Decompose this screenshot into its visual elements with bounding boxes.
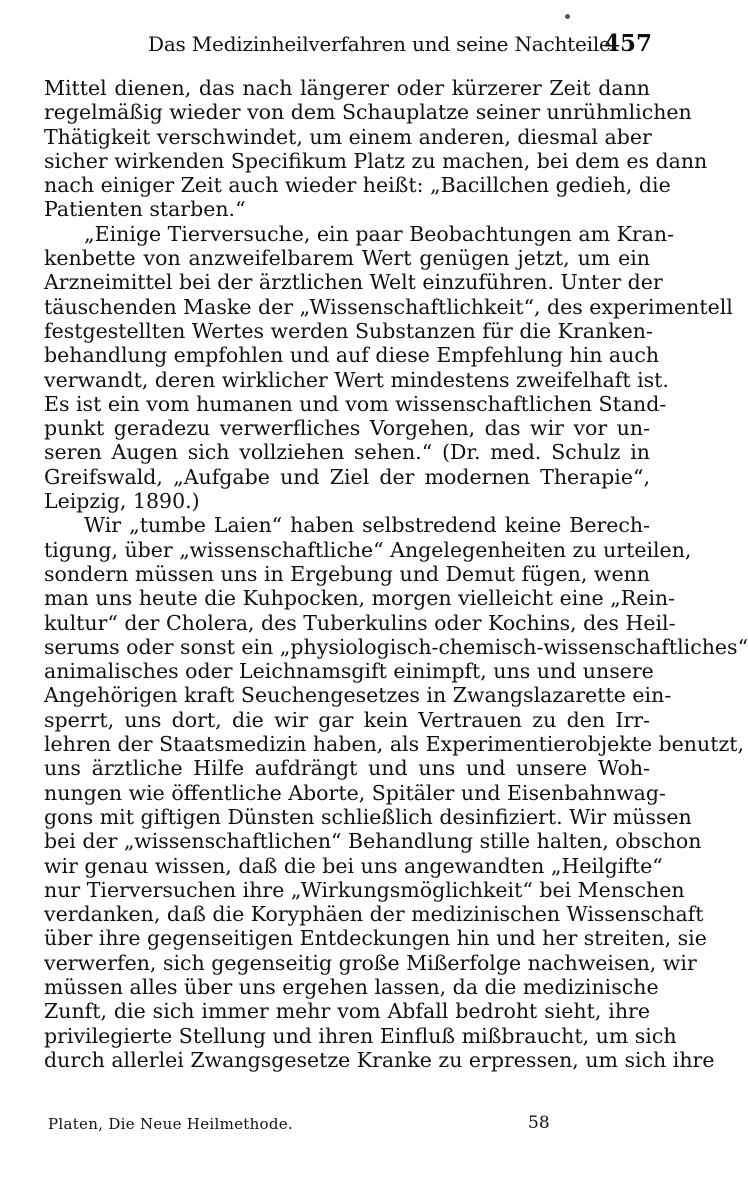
text-line: verwandt, deren wirklicher Wert mindestens zweifelhaft ist. xyxy=(44,367,669,392)
text-line: nungen wie öffentliche Aborte, Spitäler und Eisenbahnwag- xyxy=(44,780,666,805)
text-line: Mittel dienen, das nach längerer oder kürzerer Zeit dann xyxy=(44,76,650,100)
text-line: bei der „wissenschaftlichen“ Behandlung stille halten, obschon xyxy=(44,829,702,854)
text-line: regelmäßig wieder von dem Schauplatze seiner unrühmlichen xyxy=(44,100,692,125)
text-line: punkt geradezu verwerfliches Vorgehen, das wir vor un- xyxy=(44,416,650,441)
page-footer xyxy=(0,1115,713,1145)
text-line: täuschenden Maske der „Wissenschaftlichkeit“, des experimentell xyxy=(44,294,733,319)
text-line: sicher wirkenden Specifikum Platz zu machen, bei dem es dann xyxy=(44,148,708,173)
text-line: „Einige Tierversuche, ein paar Beobachtungen am Kran- xyxy=(84,221,675,246)
text-line: gons mit giftigen Dünsten schließlich desinfiziert. Wir müssen xyxy=(44,804,692,829)
footer-imprint: Platen, Die Neue Heilmethode. xyxy=(48,1115,294,1133)
text-line: kultur“ der Cholera, des Tuberkulins oder Kochins, des Heil- xyxy=(44,610,676,635)
text-line: man uns heute die Kuhpocken, morgen vielleicht eine „Rein- xyxy=(44,586,676,611)
paragraph xyxy=(44,221,733,514)
text-line: seren Augen sich vollziehen sehen.“ (Dr. med. Schulz in xyxy=(44,440,650,465)
text-line: Zunft, die sich immer mehr vom Abfall bedroht sieht, ihre xyxy=(44,999,650,1024)
text-line: Thätigkeit verschwindet, um einem anderen, diesmal aber xyxy=(44,124,652,149)
running-title: Das Medizinheilverfahren und seine Nachteile. xyxy=(148,32,617,56)
paragraph xyxy=(44,76,708,222)
text-line: Angehörigen kraft Seuchengesetzes in Zwangslazarette ein- xyxy=(44,683,672,708)
text-line: uns ärztliche Hilfe aufdrängt und uns und unsere Woh- xyxy=(44,756,650,781)
text-line: nach einiger Zeit auch wieder heißt: „Bacillchen gedieh, die xyxy=(44,173,671,198)
text-line: durch allerlei Zwangsgesetze Kranke zu erpressen, um sich ihre xyxy=(44,1047,715,1072)
text-line: serums oder sonst ein „physiologisch-chemisch-wissenschaftliches“ xyxy=(44,634,748,659)
text-line: müssen alles über uns ergehen lassen, da die medizinische xyxy=(44,974,659,999)
text-line: Leipzig, 1890.) xyxy=(44,489,200,514)
text-line: Wir „tumbe Laien“ haben selbstredend keine Berech- xyxy=(84,513,650,538)
text-line: sondern müssen uns in Ergebung und Demut fügen, wenn xyxy=(44,561,650,586)
running-head xyxy=(0,28,713,68)
text-line: verdanken, daß die Koryphäen der medizinischen Wissenschaft xyxy=(44,902,704,927)
sheet-signature: 58 xyxy=(528,1113,550,1133)
text-line: kenbette von anzweifelbarem Wert genügen jetzt, um ein xyxy=(44,246,650,271)
body-text xyxy=(44,76,748,1072)
text-line: Es ist ein vom humanen und vom wissenschaftlichen Stand- xyxy=(44,391,667,416)
text-line: Greifswald, „Aufgabe und Ziel der modernen Therapie“, xyxy=(44,464,650,489)
paragraph xyxy=(44,513,748,1072)
text-line: Arzneimittel bei der ärztlichen Welt einzuführen. Unter der xyxy=(44,270,663,295)
text-line: sperrt, uns dort, die wir gar kein Vertrauen zu den Irr- xyxy=(44,707,650,732)
text-line: privilegierte Stellung und ihren Einfluß mißbraucht, um sich xyxy=(44,1023,677,1048)
text-line: behandlung empfohlen und auf diese Empfehlung hin auch xyxy=(44,343,660,368)
text-line: lehren der Staatsmedizin haben, als Experimentierobjekte benutzt, xyxy=(44,732,745,757)
text-line: verwerfen, sich gegenseitig große Mißerfolge nachweisen, wir xyxy=(44,950,697,975)
text-line: festgestellten Wertes werden Substanzen für die Kranken- xyxy=(44,318,653,343)
ink-speck xyxy=(565,14,570,19)
text-line: nur Tierversuchen ihre „Wirkungsmöglichkeit“ bei Menschen xyxy=(44,877,685,902)
text-line: tigung, über „wissenschaftliche“ Angelegenheiten zu urteilen, xyxy=(44,537,692,562)
text-line: Patienten starben.“ xyxy=(44,197,246,222)
page-number: 457 xyxy=(604,30,653,57)
text-line: über ihre gegenseitigen Entdeckungen hin und her streiten, sie xyxy=(44,926,707,951)
text-line: wir genau wissen, daß die bei uns angewandten „Heilgifte“ xyxy=(44,853,663,878)
text-line: animalisches oder Leichnamsgift einimpft, uns und unsere xyxy=(44,659,654,684)
